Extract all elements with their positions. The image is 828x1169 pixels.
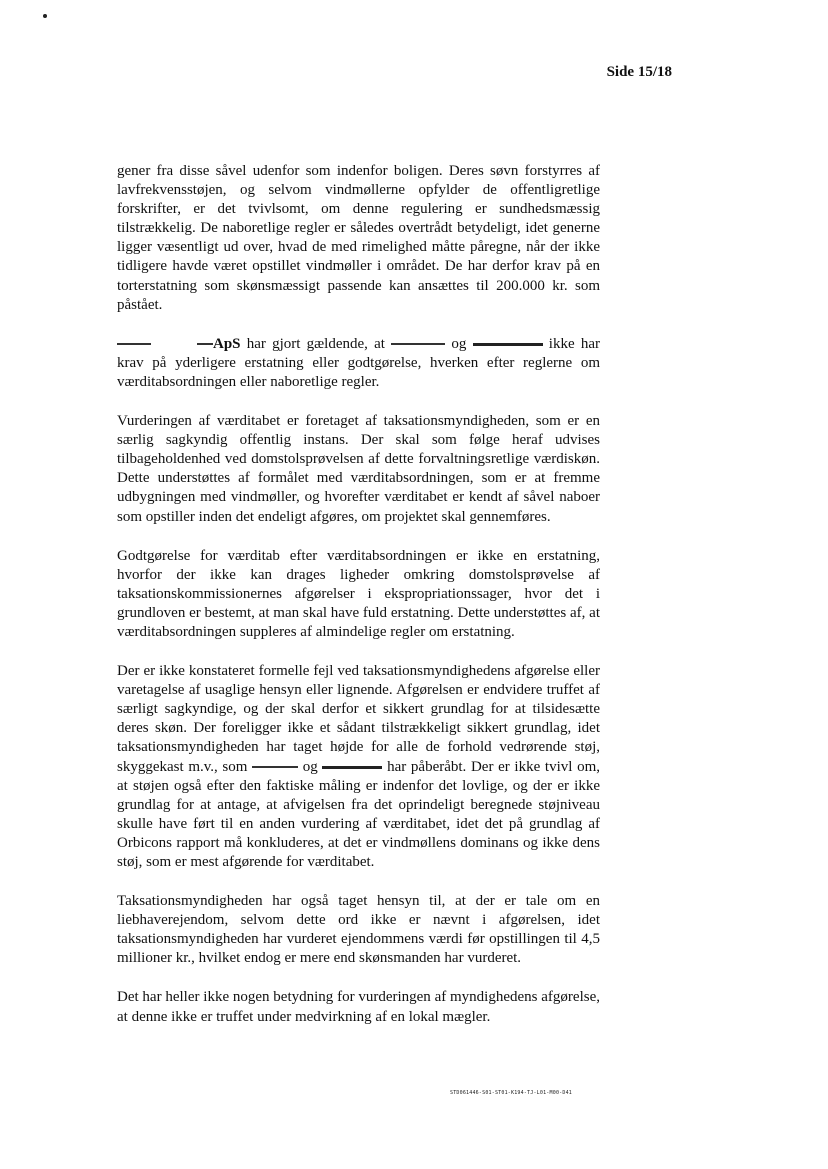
paragraph-7: Det har heller ikke nogen betydning for vurderingen af myndighedens afgørelse, at denne ikke er truffet under medvirkning af en lokal mægler.: [117, 989, 600, 1025]
company-suffix: ApS: [213, 335, 241, 352]
fejl-text-1: Der er ikke konstateret formelle fejl ved taksationsmyndighedens afgørelse eller varetagelse af usaglige hensyn eller lignende. Afgørelsen er endvidere truffet af særligt sagkyndige, og der skal derfor et sikkert grundlag for at tilsidesætte deres skøn. Der foreligger ikke et sådant tilstrækkeligt sikkert grundlag, idet taksationsmyndigheden har taget højde for alle de forhold vedrørende støj, skyggekast m.v., som: [117, 663, 600, 775]
document-code: STD061446-S01-ST01-K194-TJ-L01-M00-D41: [450, 1090, 572, 1096]
redaction-mark: [197, 343, 213, 345]
aps-og: og: [445, 335, 473, 352]
paragraph-aps: [117, 335, 600, 392]
redaction-mark: [473, 343, 543, 346]
fejl-og: og: [298, 758, 323, 775]
redaction-mark: [322, 766, 382, 769]
aps-text-1: har gjort gældende, at: [240, 335, 392, 352]
redaction-mark: [391, 343, 445, 345]
scan-dot: [43, 14, 47, 18]
fejl-text-2: har påberåbt. Der er ikke tvivl om, at støjen også efter den faktiske måling er indenfor det lovlige, og der er ikke grundlag for at antage, at afvigelsen fra det oprindeligt beregnede støjniveau skulle have ført til en anden vurdering af værditabet, idet det på grundlag af Orbicons rapport må konkluderes, at det er vindmøllens dominans og ikke dens støj, som er mest afgørende for værditabet.: [117, 758, 601, 870]
paragraph-3: Vurderingen af værditabet er foretaget af taksationsmyndigheden, som er en særlig sagkyndig offentlig instans. Der skal som følge heraf udvises tilbageholdenhed ved domstolsprøvelsen af dette forvaltningsretlige værdiskøn. Dette understøttes af formålet med værditabsordningen, som er at fremme udbygningen med vindmøller, og hvorefter værditabet er kendt af såvel naboer som opstiller inden det endeligt afgøres, om projektet skal gennemføres.: [117, 413, 600, 525]
aps-text-2: ikke har krav på yderligere erstatning eller godtgørelse, hverken efter reglerne om værditabsordningen eller naboretlige regler.: [117, 335, 601, 390]
redaction-mark: [252, 766, 298, 768]
paragraph-6: Taksationsmyndigheden har også taget hensyn til, at der er tale om en liebhaverejendom, selvom dette ord ikke er nævnt i afgørelsen, idet taksationsmyndigheden har vurderet ejendommens værdi før opstillingen til 4,5 millioner kr., hvilket endog er mere end skønsmanden har vurderet.: [117, 893, 600, 967]
paragraph-1: gener fra disse såvel udenfor som indenfor boligen. Deres søvn forstyrres af lavfrekvensstøjen, og selvom vindmøllerne opfylder de offentligretlige forskrifter, er det tvivlsomt, om denne regulering er sundhedsmæssig tilstrækkelig. De naboretlige regler er således overtrådt betydeligt, idet generne ligger væsentligt ud over, hvad de med rimelighed måtte påregne, når der ikke tidligere havde været opstillet vindmøller i området. De har derfor krav på en torterstatning som skønsmæssigt passende kan ansættes til 200.000 kr. som påstået.: [117, 163, 600, 313]
paragraph-4: Godtgørelse for værditab efter værditabsordningen er ikke en erstatning, hvorfor der ikke kan drages ligheder omkring domstolsprøvelse af taksationskommissionernes afgørelser i ekspropriationssager, hvor det i grundloven er bestemt, at man skal have fuld erstatning. Dette understøttes af, at værditabsordningen suppleres af almindelige regler om erstatning.: [117, 547, 600, 640]
page-number: Side 15/18: [606, 64, 672, 80]
document-body: [117, 162, 600, 1047]
redaction-mark: [117, 343, 151, 345]
paragraph-fejl: [117, 662, 600, 872]
